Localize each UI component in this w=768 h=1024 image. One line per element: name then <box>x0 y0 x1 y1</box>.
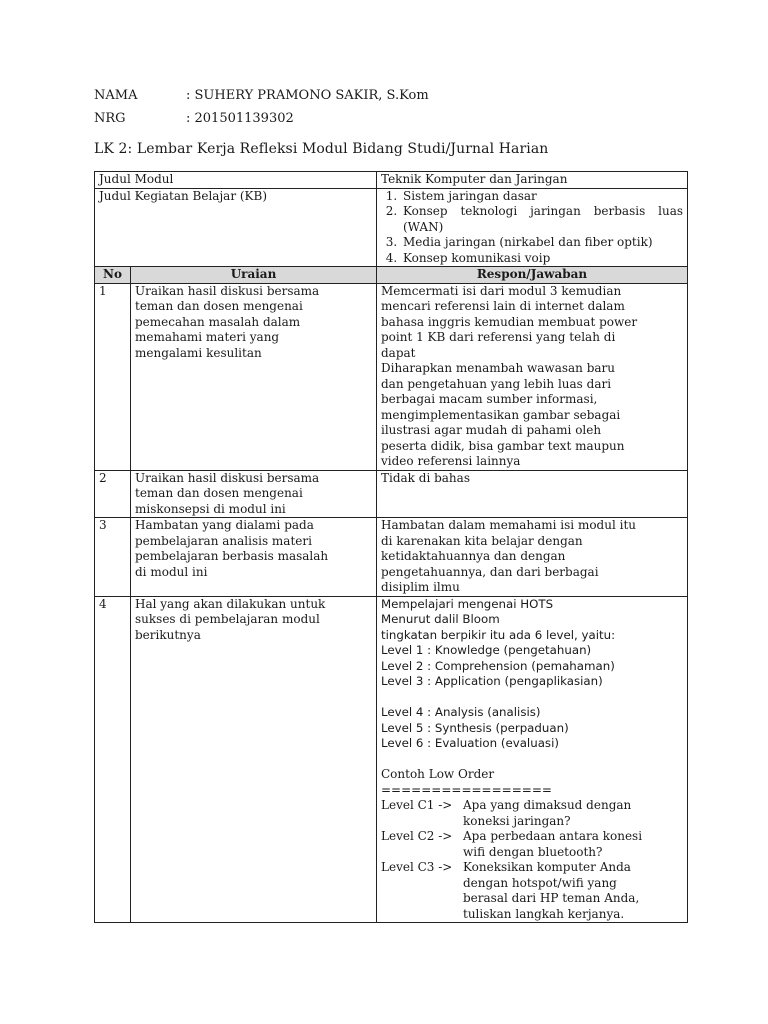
low-order-example <box>381 829 683 860</box>
kb-list <box>381 189 683 267</box>
judul-modul-label: Judul Modul <box>95 172 377 189</box>
text-line: Mempelajari mengenai HOTS <box>381 596 554 611</box>
text-line: miskonsepsi di modul ini <box>135 501 286 516</box>
text-line: Level 1 : Knowledge (pengetahuan) <box>381 643 592 657</box>
kb-item: 1. Sistem jaringan dasar <box>401 189 683 205</box>
nrg-row <box>94 111 294 127</box>
row-number: 1 <box>95 283 131 470</box>
text-line: berasal dari HP teman Anda, <box>463 891 640 905</box>
uraian-cell <box>131 596 377 923</box>
text-line: mengalami kesulitan <box>135 345 262 360</box>
kb-list-cell <box>377 188 688 267</box>
row-number: 4 <box>95 596 131 923</box>
text-line: Diharapkan menambah wawasan baru <box>381 361 616 375</box>
nrg-value: : 201501139302 <box>186 111 294 126</box>
uraian-cell <box>131 283 377 470</box>
text-line: disiplim ilmu <box>381 580 460 594</box>
text-line: Level 3 : Application (pengaplikasian) <box>381 674 603 688</box>
text-line: Level 4 : Analysis (analisis) <box>381 705 541 719</box>
kb-item: 3. Media jaringan (nirkabel dan fiber optik) <box>401 235 683 251</box>
respon-cell <box>377 470 688 518</box>
text-line: Apa yang dimaksud dengan <box>463 798 632 812</box>
text-line: Uraikan hasil diskusi bersama <box>135 283 320 298</box>
text-line: tingkatan berpikir itu ada 6 level, yaitu: <box>381 627 616 642</box>
text-line: mencari referensi lain di internet dalam <box>381 299 625 313</box>
hots-levels <box>381 597 683 752</box>
uraian-cell <box>131 518 377 597</box>
low-order-examples <box>381 798 683 922</box>
text-line: pembelajaran berbasis masalah <box>135 549 329 563</box>
respon-cell <box>377 596 688 923</box>
text-line: teman dan dosen mengenai <box>135 299 303 313</box>
text-line: point 1 KB dari referensi yang telah di <box>381 330 616 344</box>
nama-value: : SUHERY PRAMONO SAKIR, S.Kom <box>186 88 429 103</box>
example-level: Level C2 -> <box>381 829 453 843</box>
text-line: tuliskan langkah kerjanya. <box>463 906 625 921</box>
text-line <box>381 690 683 706</box>
text-line: Hal yang akan dilakukan untuk <box>135 596 326 611</box>
text-line: bahasa inggris kemudian membuat power <box>381 314 638 329</box>
kb-item: 2. Konsep teknologi jaringan berbasis luas (WAN) <box>401 204 683 235</box>
text-line: Hambatan yang dialami pada <box>135 518 314 532</box>
col-header-respon: Respon/Jawaban <box>377 267 688 284</box>
table-row <box>95 518 688 597</box>
table-row <box>95 470 688 518</box>
text-line: Level 2 : Comprehension (pemahaman) <box>381 658 615 673</box>
nama-row <box>94 88 429 104</box>
text-line: Level 5 : Synthesis (perpaduan) <box>381 720 569 735</box>
text-line: Level 6 : Evaluation (evaluasi) <box>381 736 559 750</box>
text-line: ketidaktahuannya dan dengan <box>381 549 566 563</box>
low-order-example <box>381 860 683 922</box>
table-row <box>95 283 688 470</box>
text-line: peserta didik, bisa gambar text maupun <box>381 438 625 453</box>
text-line: di modul ini <box>135 564 208 579</box>
text-line: memahami materi yang <box>135 330 280 344</box>
text-line: ilustrasi agar mudah di pahami oleh <box>381 423 602 437</box>
col-header-uraian: Uraian <box>131 267 377 284</box>
low-order-heading <box>381 752 683 799</box>
text-line <box>381 752 683 768</box>
text-line: ================= <box>381 782 552 797</box>
example-question <box>463 829 683 860</box>
respon-cell <box>377 518 688 597</box>
kb-item: 4. Konsep komunikasi voip <box>401 251 683 267</box>
text-line: pemecahan masalah dalam <box>135 314 301 329</box>
text-line: Tidak di bahas <box>381 470 470 485</box>
text-line: pembelajaran analisis materi <box>135 533 312 548</box>
text-line: berikutnya <box>135 627 201 642</box>
nama-label: NAMA <box>94 88 138 103</box>
judul-kb-label: Judul Kegiatan Belajar (KB) <box>95 188 377 267</box>
judul-modul-row <box>95 172 688 189</box>
text-line: Menurut dalil Bloom <box>381 612 500 626</box>
nrg-label: NRG <box>94 111 126 126</box>
col-header-no: No <box>95 267 131 284</box>
text-line: wifi dengan bluetooth? <box>463 844 603 859</box>
text-line: berbagai macam sumber informasi, <box>381 392 598 406</box>
text-line: di karenakan kita belajar dengan <box>381 533 583 548</box>
text-line: Hambatan dalam memahami isi modul itu <box>381 518 637 532</box>
reflection-table <box>94 171 688 923</box>
text-line: Memcermati isi dari modul 3 kemudian <box>381 283 622 298</box>
text-line: dapat <box>381 345 416 360</box>
judul-modul-value: Teknik Komputer dan Jaringan <box>377 172 688 189</box>
text-line: Contoh Low Order <box>381 767 495 781</box>
text-line: dengan hotspot/wifi yang <box>463 875 617 890</box>
example-question <box>463 798 683 829</box>
text-line: video referensi lainnya <box>381 454 521 468</box>
low-order-example <box>381 798 683 829</box>
uraian-cell <box>131 470 377 518</box>
text-line: dan pengetahuan yang lebih luas dari <box>381 376 612 391</box>
row-number: 3 <box>95 518 131 597</box>
row-number: 2 <box>95 470 131 518</box>
text-line: Uraikan hasil diskusi bersama <box>135 470 320 485</box>
text-line: sukses di pembelajaran modul <box>135 612 320 626</box>
respon-cell <box>377 283 688 470</box>
text-line: mengimplementasikan gambar sebagai <box>381 407 621 422</box>
example-question <box>463 860 683 922</box>
text-line: Koneksikan komputer Anda <box>463 860 631 874</box>
example-level: Level C1 -> <box>381 798 453 812</box>
text-line: teman dan dosen mengenai <box>135 486 303 500</box>
example-level: Level C3 -> <box>381 860 453 874</box>
text-line: koneksi jaringan? <box>463 813 571 828</box>
text-line: pengetahuannya, dan dari berbagai <box>381 564 599 579</box>
text-line: Apa perbedaan antara konesi <box>463 829 643 843</box>
document-title: LK 2: Lembar Kerja Refleksi Modul Bidang Studi/Jurnal Harian <box>94 141 549 157</box>
judul-kb-row <box>95 188 688 267</box>
table-header-row <box>95 267 688 284</box>
table-row <box>95 596 688 923</box>
